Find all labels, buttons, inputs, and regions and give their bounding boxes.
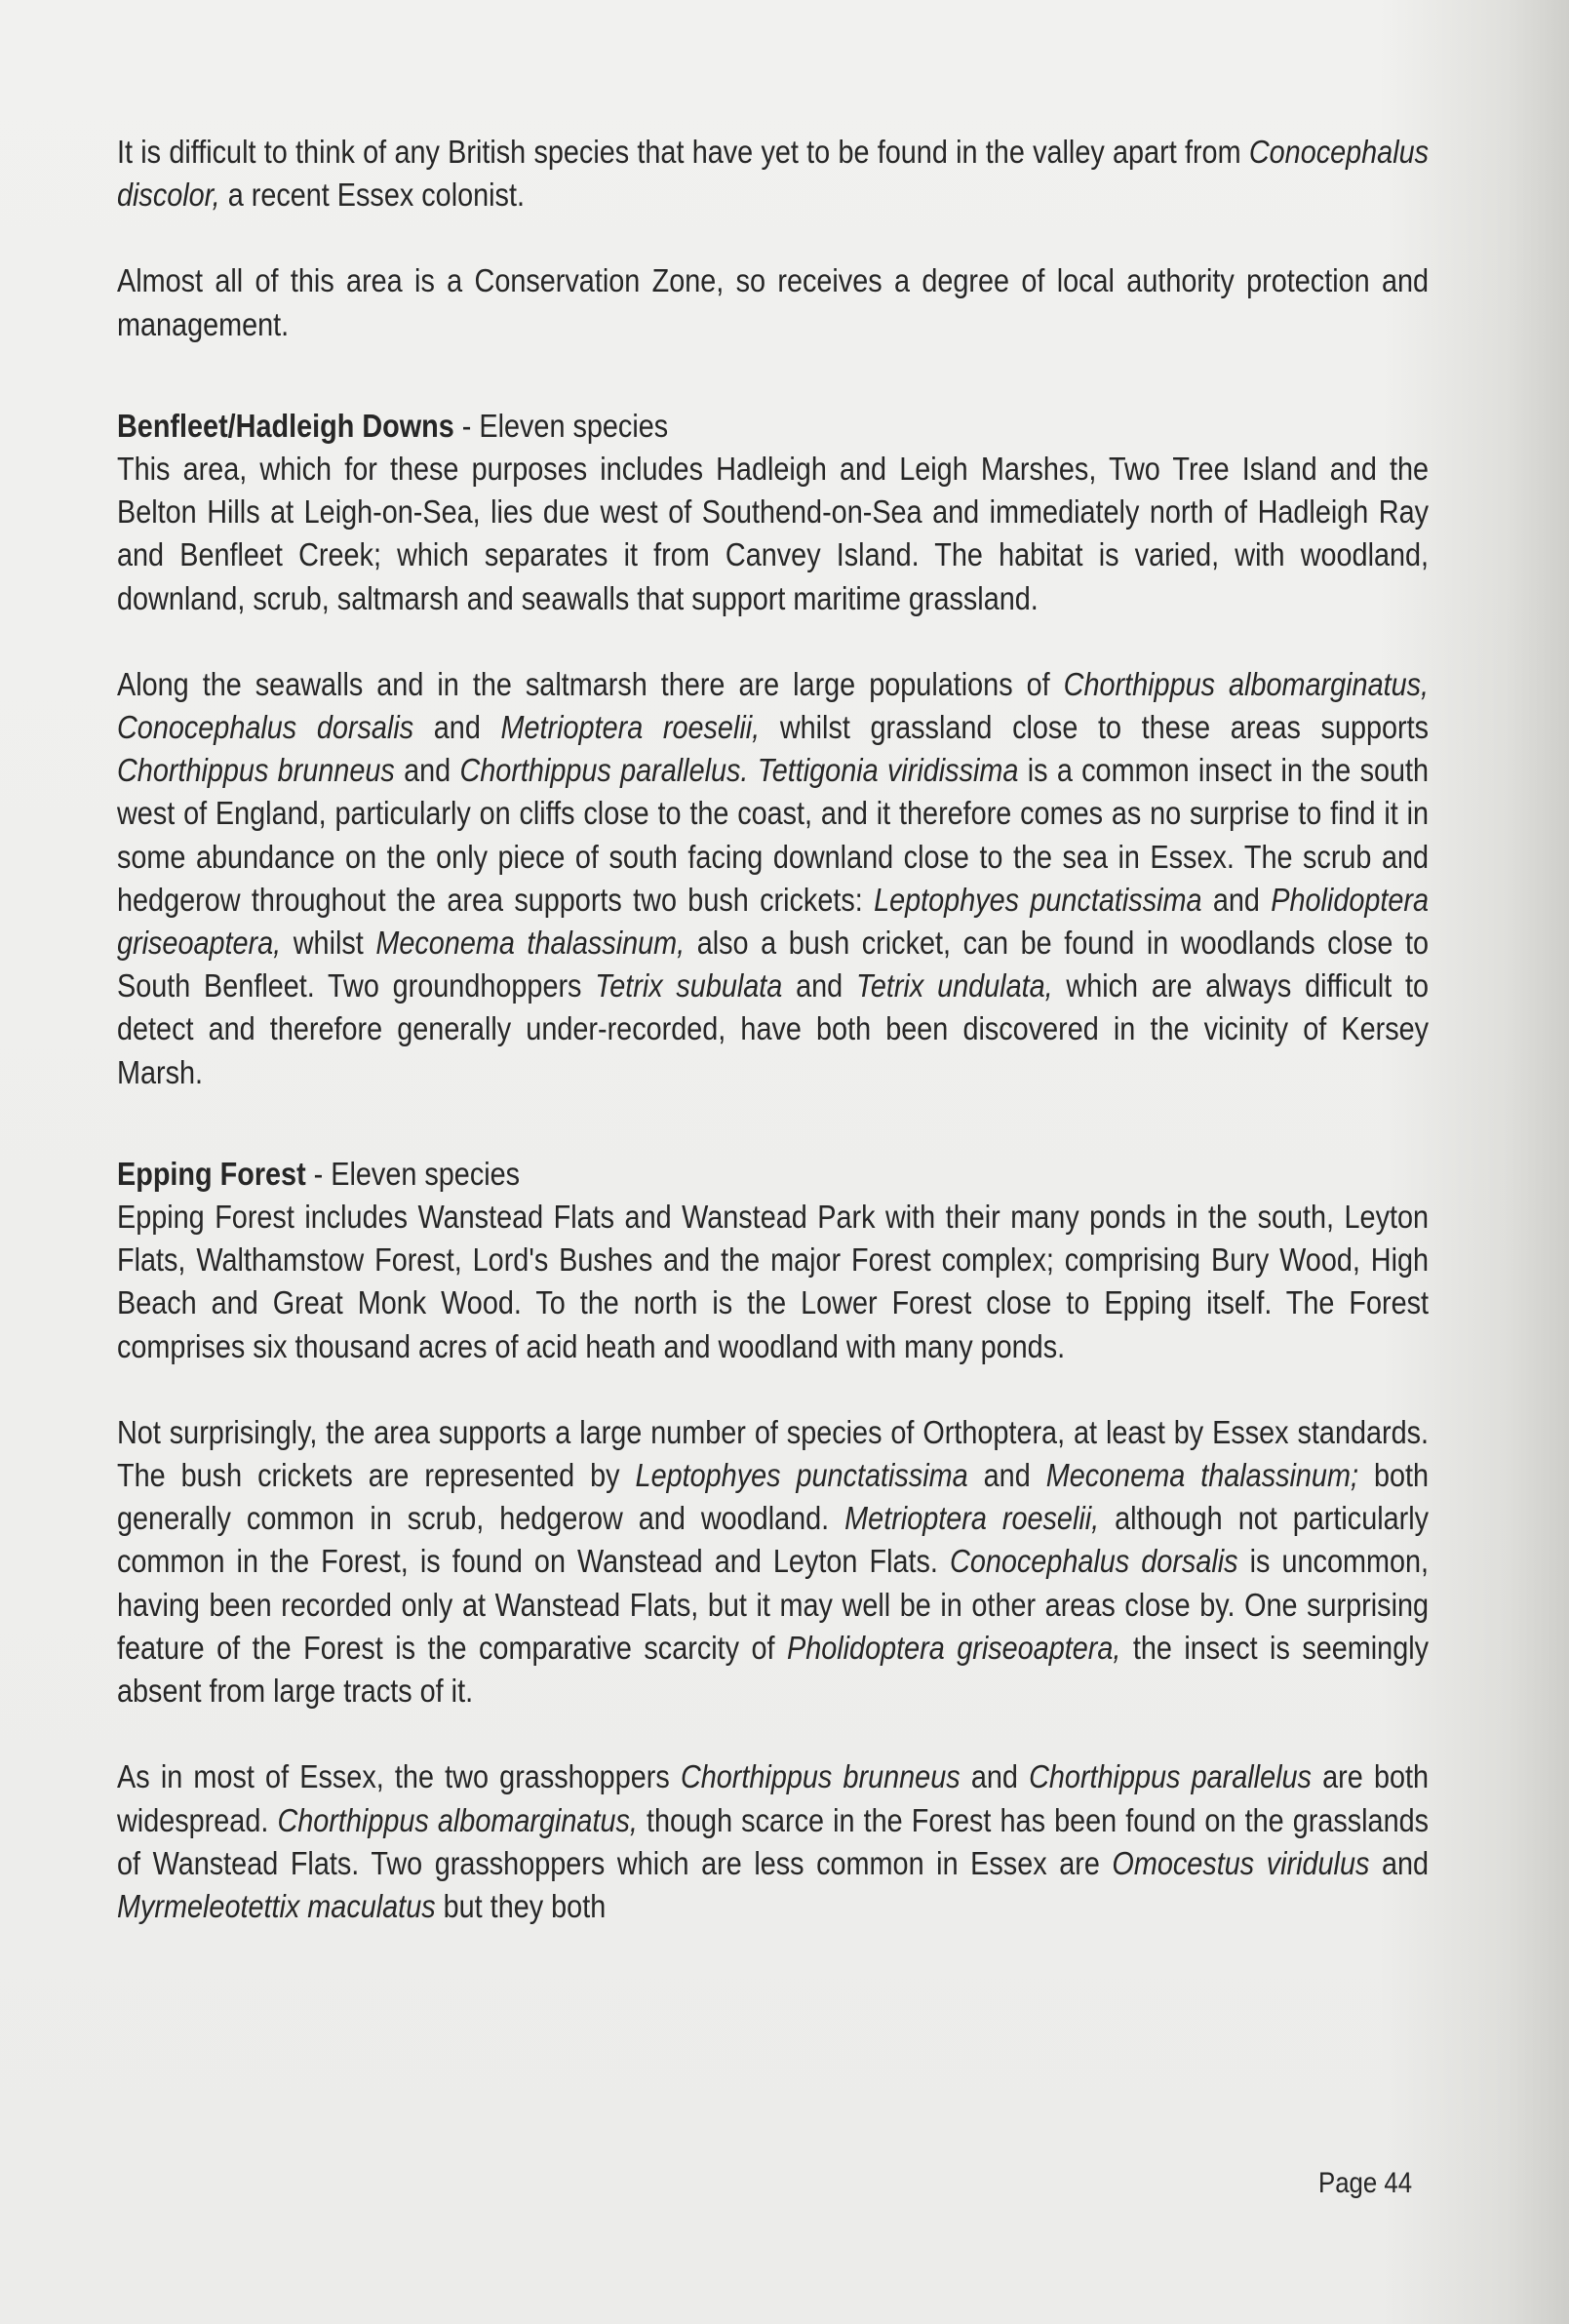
text-run: and <box>782 968 856 1005</box>
epping-paragraph-2 <box>117 1412 1429 1713</box>
species-name: Leptophyes punctatissima <box>635 1458 968 1495</box>
species-name: Chorthippus albomarginatus, <box>277 1802 638 1839</box>
text-run: also a bush cricket, can be found in woodlands close to South Benfleet. Two groundhoppers <box>117 926 1430 1005</box>
section-heading-benfleet <box>117 406 1429 449</box>
text-run: is uncommon, having been recorded only at Wanstead Flats, but it may well be in other areas close by. One surprising feature of the Forest is the comparative scarcity of <box>117 1544 1430 1667</box>
species-name: Conocephalus dorsalis <box>950 1544 1238 1581</box>
text-run: are both widespread. <box>117 1759 1430 1839</box>
text-run: Along the seawalls and in the saltmarsh there are large populations of <box>117 666 1064 703</box>
species-name: Tetrix undulata, <box>855 968 1053 1005</box>
text-run: whilst <box>281 926 376 963</box>
epping-paragraph-1 <box>117 1197 1429 1369</box>
text-run: Epping Forest includes Wanstead Flats and Wanstead Park with their many ponds in the south, Leyton Flats, Walthamstow Forest, Lord's Bushes and the major Forest complex; comprising Bury Wood, High Beach and Great Monk Wood. To the north is the Lower Forest close to Epping itself. The Forest comprises six thousand acres of acid heath and woodland with many ponds. <box>117 1200 1430 1365</box>
species-name: Tetrix subulata <box>595 968 783 1005</box>
text-run: It is difficult to think of any British species that have yet to be found in the valley apart from <box>117 135 1249 171</box>
species-name: Chorthippus brunneus <box>680 1759 961 1796</box>
text-run: As in most of Essex, the two grasshoppers <box>117 1759 681 1796</box>
text-run: which are always difficult to detect and therefore generally under-recorded, have both been discovered in the vicinity of Kersey Marsh. <box>117 968 1430 1091</box>
text-run <box>748 753 757 789</box>
species-name: Pholidoptera griseoaptera, <box>786 1630 1121 1667</box>
section-subtitle: - Eleven species <box>453 408 669 445</box>
section-title: Epping Forest <box>117 1156 306 1193</box>
species-name: Omocestus viridulus <box>1112 1845 1370 1882</box>
intro-paragraph-1 <box>117 132 1429 217</box>
species-name: Conocephalus discolor, <box>117 135 1430 215</box>
text-run: and <box>960 1759 1030 1796</box>
page-body <box>117 132 1429 1972</box>
text-run: and <box>1201 882 1272 919</box>
text-run: and <box>394 753 460 790</box>
species-name: Chorthippus brunneus <box>117 753 395 790</box>
text-run: but they both <box>435 1888 607 1925</box>
section-benfleet <box>117 406 1429 1095</box>
benfleet-paragraph-1 <box>117 449 1429 621</box>
text-run: This area, which for these purposes includes Hadleigh and Leigh Marshes, Two Tree Island and the Belton Hills at Leigh-on-Sea, lies due west of Southend-on-Sea and immediately north of Hadleigh Ray and Benfleet Creek; which separates it from Canvey Island. The habitat is varied, with woodland, downland, scrub, saltmarsh and seawalls that support maritime grassland. <box>117 452 1430 617</box>
section-subtitle: - Eleven species <box>305 1156 521 1193</box>
text-run: and <box>967 1458 1046 1495</box>
text-run: and <box>413 710 501 747</box>
section-title: Benfleet/Hadleigh Downs <box>117 408 454 445</box>
benfleet-paragraph-2 <box>117 664 1429 1095</box>
species-name: Meconema thalassinum; <box>1045 1458 1358 1495</box>
page-number: Page 44 <box>1318 2167 1413 2199</box>
section-epping <box>117 1154 1429 1929</box>
text-run: both generally common in scrub, hedgerow and woodland. <box>117 1458 1430 1538</box>
species-name: Myrmeleotettix maculatus <box>117 1888 436 1925</box>
text-run: the insect is seemingly absent from large tracts of it. <box>117 1630 1430 1711</box>
species-name: Chorthippus parallelus <box>1029 1759 1312 1796</box>
text-run: though scarce in the Forest has been found on the grasslands of Wanstead Flats. Two grasshoppers which are less common in Essex are <box>117 1802 1430 1882</box>
text-run: whilst grassland close to these areas supports <box>760 710 1430 747</box>
text-run: and <box>1369 1845 1430 1882</box>
text-run: Not surprisingly, the area supports a large number of species of Orthoptera, at least by Essex standards. The bush crickets are represented by <box>117 1414 1430 1495</box>
text-run: although not particularly common in the Forest, is found on Wanstead and Leyton Flats. <box>117 1501 1430 1581</box>
text-run: a recent Essex colonist. <box>219 177 525 215</box>
species-name: Metrioptera roeselii, <box>500 710 761 747</box>
species-name: Leptophyes punctatissima <box>874 882 1202 919</box>
species-name: Metrioptera roeselii, <box>844 1501 1100 1538</box>
intro-paragraph-2 <box>117 260 1429 346</box>
epping-paragraph-3 <box>117 1756 1429 1929</box>
species-name: Meconema thalassinum, <box>375 926 686 963</box>
species-name: Chorthippus parallelus. <box>459 753 749 790</box>
species-name: Tettigonia viridissima <box>757 753 1019 790</box>
species-name: Pholidoptera griseoaptera, <box>117 882 1430 963</box>
species-name: Chorthippus albomarginatus, Conocephalus dorsalis <box>117 666 1430 747</box>
section-heading-epping <box>117 1154 1429 1197</box>
text-run: Almost all of this area is a Conservation Zone, so receives a degree of local authority protection and management. <box>117 263 1430 343</box>
text-run: is a common insect in the south west of England, particularly on cliffs close to the coast, and it therefore comes as no surprise to find it in some abundance on the only piece of south facing downland close to the sea in Essex. The scrub and hedgerow throughout the area supports two bush crickets: <box>117 753 1430 919</box>
